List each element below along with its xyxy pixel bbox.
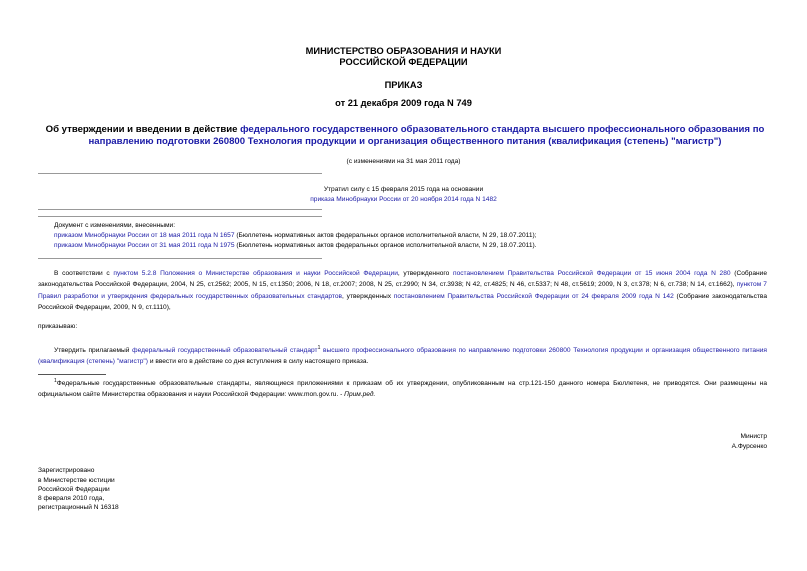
registration-line: в Министерстве юстиции xyxy=(38,477,115,484)
divider xyxy=(38,209,322,210)
change-item-text: (Бюллетень нормативных актов федеральных органов исполнительной власти, N 29, 18.07.2011). xyxy=(234,242,537,249)
registration-line: Зарегистрировано xyxy=(38,467,95,474)
change-item xyxy=(54,241,537,250)
change-order-link[interactable]: приказом Минобрнауки России от 31 мая 2011 года N 1975 xyxy=(54,242,235,249)
preamble-text: , утвержденных xyxy=(342,292,394,300)
order-paragraph xyxy=(38,343,767,368)
footnote-text: Федеральные государственные образовательные стандарты, являющиеся приложениями к приказам об их утверждении, опубликованным на стр.121-150 данного номера Бюллетеня, не приводятся. Они размещены на официальном сайте Министерства образования и науки Российской Федерации: www.mon.gov.ru. - xyxy=(38,380,767,399)
preamble-text: , утвержденного xyxy=(397,270,454,277)
amendments-note: (с изменениями на 31 мая 2011 года) xyxy=(346,158,461,165)
document-title xyxy=(30,124,780,148)
standard-link[interactable]: высшего профессионального образования по направлению подготовки 260800 Технология продукции и организация общественного питания (квалификация (степень) "магистр") xyxy=(38,347,767,366)
divider xyxy=(38,173,322,174)
order-text: Утвердить прилагаемый xyxy=(54,347,133,355)
ministry-line-1: МИНИСТЕРСТВО ОБРАЗОВАНИЯ И НАУКИ xyxy=(305,46,502,56)
divider xyxy=(38,216,322,217)
signature-position: Министр xyxy=(740,433,767,440)
change-order-link[interactable]: приказом Минобрнауки России от 18 мая 2011 года N 1657 xyxy=(54,232,235,239)
expired-line: Утратил силу с 15 февраля 2015 года на основании xyxy=(323,186,484,193)
change-item-text: (Бюллетень нормативных актов федеральных органов исполнительной власти, N 29, 18.07.2011); xyxy=(234,232,537,239)
ministry-line-2: РОССИЙСКОЙ ФЕДЕРАЦИИ xyxy=(339,57,468,67)
preamble-paragraph xyxy=(38,268,767,313)
expired-order-link[interactable]: приказа Минобрнауки России от 20 ноября 2014 года N 1482 xyxy=(310,196,497,203)
preamble-text: (Собрание законодательства Российской Федерации, 2004, N 25, ст.2562; 2005, N 15, ст.1350; 2006, N 18, ст.2007; 2008, N 25, ст.2990; N 34, ст.3938; N 42, ст.4825; N 46, ст.5337; N 48, ст.5619; 2009, N 3, ст.378; N 6, ст.738; N 14, ст.1662), xyxy=(38,270,767,289)
title-prefix: Об утверждении и введении в действие xyxy=(45,124,241,135)
footnote-ref: 1 xyxy=(317,345,321,351)
title-standard-link[interactable]: федерального государственного образовательного стандарта высшего профессионального образования по направлению подготовки 260800 Технология продукции и организация общественного питания (квалификация (степень) "магистр") xyxy=(88,124,765,147)
divider xyxy=(38,258,322,259)
preamble-text: В соответствии с xyxy=(54,270,114,277)
registration-line: 8 февраля 2010 года, xyxy=(38,495,105,502)
order-text: и ввести его в действие со дня вступления в силу настоящего приказа. xyxy=(147,358,369,366)
editor-note: Прим.ред. xyxy=(344,391,376,399)
signature-name: А.Фурсенко xyxy=(731,443,767,450)
standard-link[interactable]: федеральный государственный образовательный стандарт xyxy=(132,347,318,355)
changes-intro: Документ с изменениями, внесенными: xyxy=(54,222,176,229)
registration-line: регистрационный N 16318 xyxy=(38,504,119,511)
regulation-link[interactable]: пунктом 5.2.8 Положения о Министерстве образования и науки Российской Федерации xyxy=(113,270,398,277)
order-word: приказываю: xyxy=(38,323,78,330)
footnote-number: 1 xyxy=(54,378,57,384)
registration-line: Российской Федерации xyxy=(38,486,110,493)
document-date: от 21 декабря 2009 года N 749 xyxy=(335,98,472,108)
document-type: ПРИКАЗ xyxy=(384,80,423,90)
preamble-text: (Собрание законодательства Российской Федерации, 2009, N 9, ст.1110), xyxy=(38,292,767,311)
change-item xyxy=(54,231,537,240)
footnote-paragraph xyxy=(38,376,767,401)
footnote-divider xyxy=(38,374,106,375)
rules-link[interactable]: пунктом 7 Правил разработки и утверждения федеральных государственных образовательных стандартов xyxy=(38,281,767,300)
resolution-142-link[interactable]: постановлением Правительства Российской Федерации от 24 февраля 2009 года N 142 xyxy=(393,292,674,300)
resolution-280-link[interactable]: постановлением Правительства Российской Федерации от 15 июня 2004 года N 280 xyxy=(453,270,731,277)
